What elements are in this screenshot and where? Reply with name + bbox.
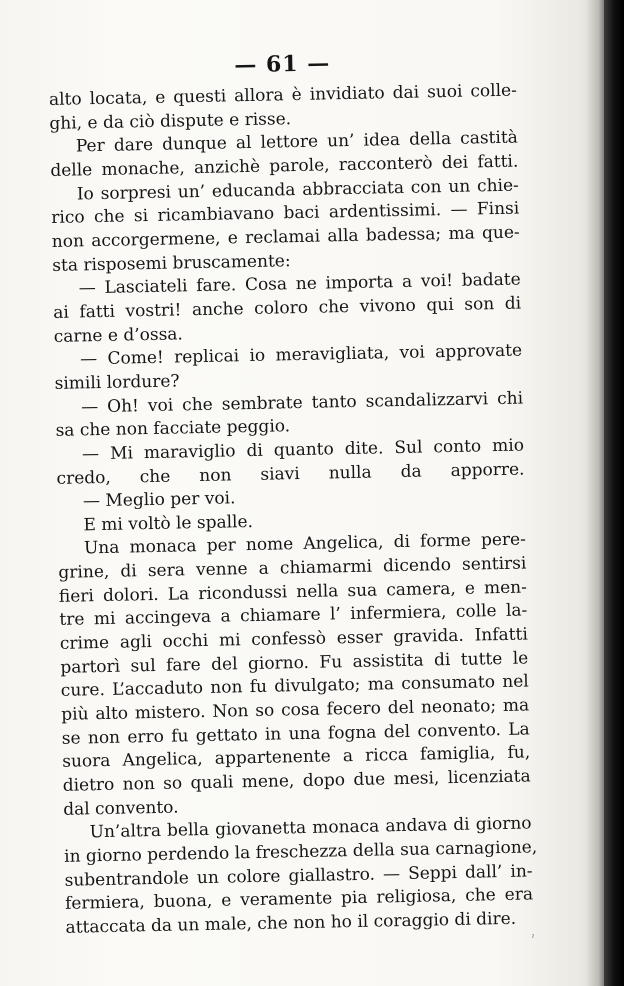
text-line: delle monache, anzichè parole, racconterò dei fatti. bbox=[50, 151, 519, 181]
text-line: carne e d’ossa. bbox=[53, 323, 184, 347]
text-line: simili lordure? bbox=[54, 371, 180, 394]
text-line: — Lasciateli fare. Cosa ne importa a voi! badate bbox=[78, 269, 521, 299]
text-line: fieri dolori. La ricondussi nella sua camera, e men- bbox=[58, 577, 528, 607]
text-line: in giorno perdendo la freschezza della sua carnagione, bbox=[63, 837, 538, 867]
text-line: — Come! replicai io meravigliata, voi approvate bbox=[79, 340, 523, 370]
text-line: sta risposemi bruscamente: bbox=[52, 250, 291, 276]
text-line: Io sorpresi un’ educanda abbracciata con un chie- bbox=[76, 175, 519, 205]
text-line: sa che non facciate peggio. bbox=[55, 416, 291, 442]
page-gutter-shadow bbox=[586, 0, 604, 986]
text-line: credo, che non siavi nulla da apporre. bbox=[56, 459, 525, 489]
text-line: grine, di sera venne a chiamarmi dicendo sentirsi bbox=[58, 553, 527, 584]
text-line: cure. L’accaduto non fu divulgato; ma consumato nel bbox=[60, 671, 529, 702]
text-line: — Mi maraviglio di quanto dite. Sul conto mio bbox=[81, 435, 525, 465]
text-line: se non erro fu gettato in una fogna del convento. La bbox=[61, 719, 530, 749]
text-line: alto locata, e questi allora è invidiato dai suoi colle- bbox=[48, 80, 518, 110]
text-line: subentrandole un colore giallastro. — Seppi dall’ in- bbox=[64, 861, 533, 891]
text-line: dietro non so quali mene, dopo due mesi, licenziata bbox=[62, 766, 531, 796]
text-line: — Meglio per voi. bbox=[82, 488, 236, 512]
text-line: crime agli occhi mi confessò esser gravida. Infatti bbox=[59, 624, 528, 654]
text-line: non accorgermene, e reclamai alla badessa; ma que- bbox=[51, 222, 520, 252]
text-line: Un’altra bella giovanetta monaca andava di giorno bbox=[89, 813, 532, 843]
text-line: suora Angelica, appartenente a ricca famiglia, fu, bbox=[62, 742, 531, 773]
page-number: — 61 — bbox=[234, 50, 331, 79]
text-line: più alto mistero. Non so cosa fecero del neonato; ma bbox=[61, 695, 530, 725]
text-line: partorì sul fare del giorno. Fu assistita di tutte le bbox=[60, 648, 529, 678]
text-lines bbox=[48, 80, 538, 941]
page-edge bbox=[604, 0, 624, 986]
text-line: Per dare dunque al lettore un’ idea della castità bbox=[75, 127, 519, 157]
text-line: Una monaca per nome Angelica, di forme pere- bbox=[83, 529, 527, 559]
text-line: — Oh! voi che sembrate tanto scandalizzarvi chi bbox=[80, 388, 524, 417]
text-line: E mi voltò le spalle. bbox=[83, 511, 254, 536]
text-line: tre mi accingeva a chiamare l’ infermiera, colle la- bbox=[59, 600, 528, 631]
page-mark: ˀ bbox=[532, 934, 535, 943]
text-line: ghi, e da ciò dispute e risse. bbox=[49, 108, 292, 134]
text-line: attaccata da un male, che non ho il coraggio di dire. bbox=[65, 908, 517, 938]
text-line: fermiera, buona, e veramente pia religiosa, che era bbox=[64, 884, 534, 915]
page-text-block bbox=[48, 43, 538, 941]
text-line: dal convento. bbox=[63, 797, 179, 820]
text-line: ai fatti vostri! anche coloro che vivono qui son di bbox=[53, 293, 522, 323]
text-line: rico che si ricambiavano baci ardentissimi. — Finsi bbox=[51, 198, 520, 229]
